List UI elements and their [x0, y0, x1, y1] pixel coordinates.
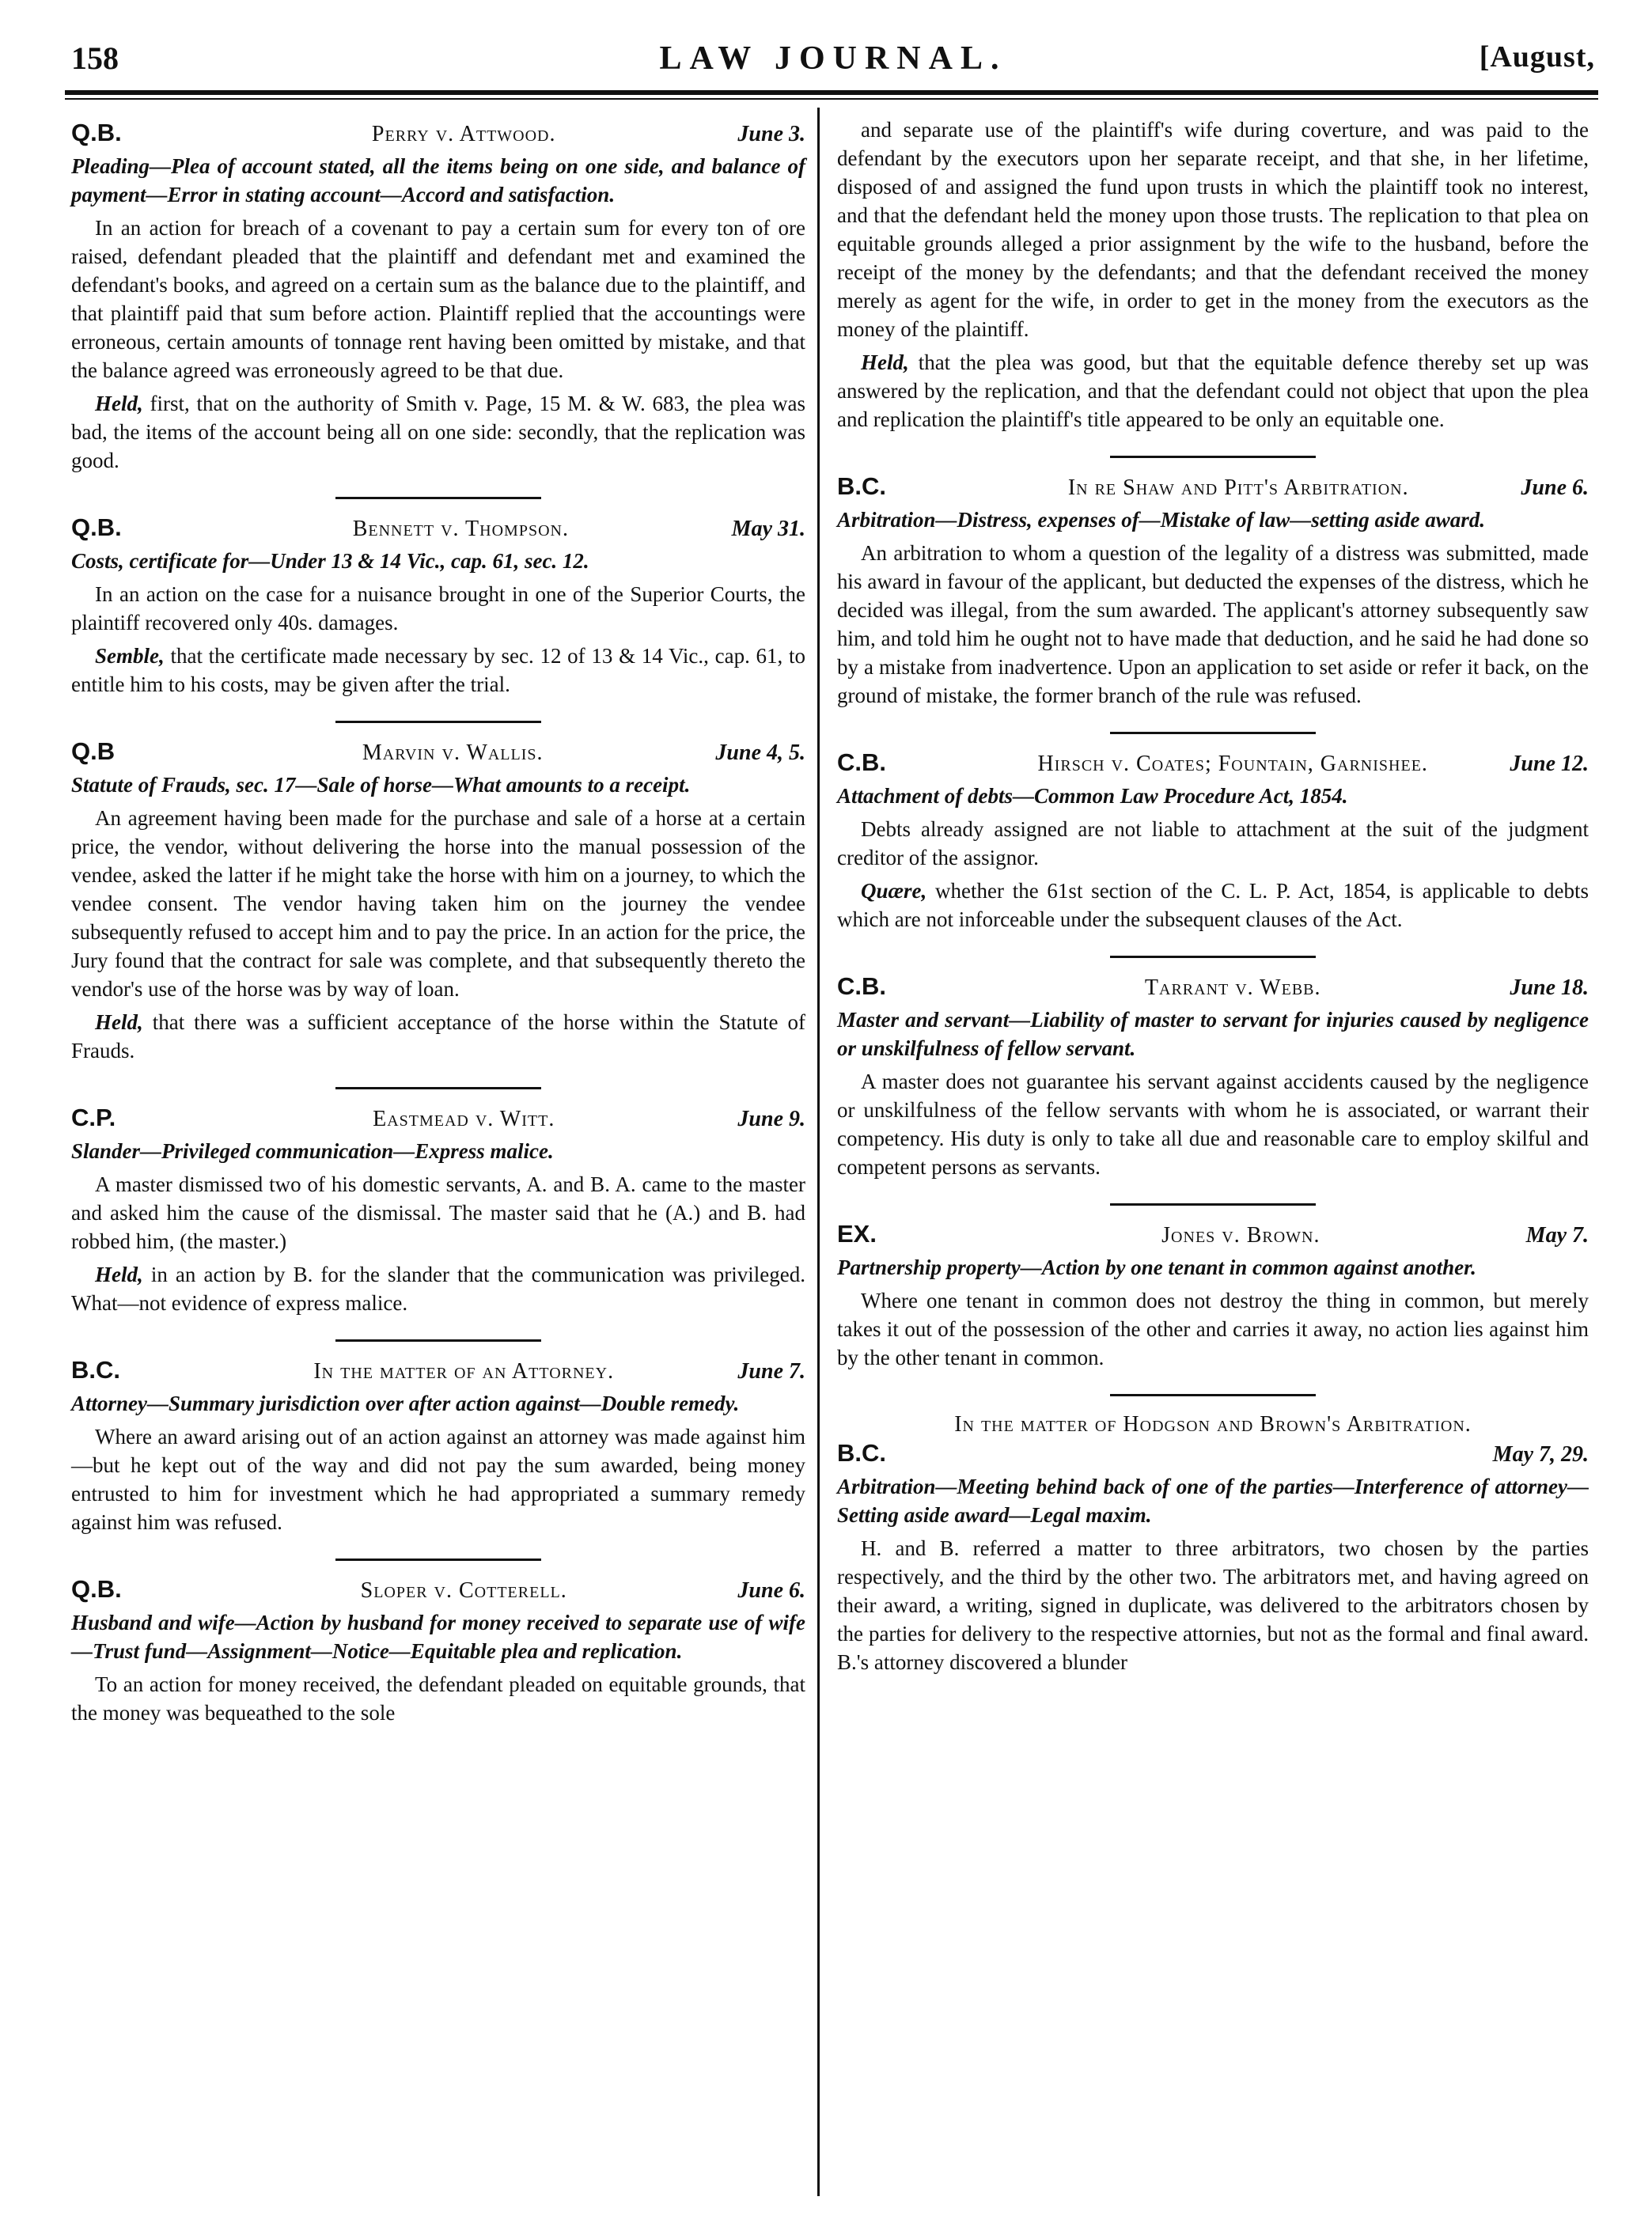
paragraph-text: Debts already assigned are not liable to attachment at the suit of the judgment creditor of the assignor.: [837, 817, 1589, 869]
case-heading: [837, 972, 1589, 1002]
case-headnote: Attachment of debts—Common Law Procedure Act, 1854.: [837, 784, 1348, 808]
case-date: June 6.: [737, 1578, 805, 1603]
case-parties: Sloper v. Cotterell.: [360, 1578, 567, 1603]
court-abbreviation: EX.: [837, 1220, 877, 1248]
case-headnote: Costs, certificate for—Under 13 & 14 Vic., cap. 61, sec. 12.: [71, 549, 589, 573]
case-separator: [335, 1559, 541, 1561]
court-abbreviation: C.B.: [837, 748, 886, 776]
case-separator: [1110, 456, 1316, 458]
journal-title: LAW JOURNAL.: [659, 40, 1007, 77]
paragraph-lead: Semble,: [95, 644, 165, 668]
case-paragraph: [837, 1534, 1589, 1676]
paragraph-text: that there was a sufficient acceptance of the horse within the Statute of Frauds.: [71, 1010, 805, 1062]
case-headnote: Slander—Privileged communication—Express malice.: [71, 1139, 554, 1163]
case-heading: [837, 748, 1589, 778]
case-parties: Eastmead v. Witt.: [373, 1107, 555, 1131]
running-month: [August,: [1479, 40, 1595, 74]
case-paragraph: [837, 1286, 1589, 1372]
court-abbreviation: B.C.: [837, 1439, 886, 1467]
case-date: June 3.: [737, 122, 805, 146]
header-rule: [65, 90, 1598, 95]
case-paragraph: [837, 539, 1589, 710]
paragraph-text: A master does not guarantee his servant against accidents caused by the negligence or unskilfulness of the fellow servants with whom he is associated, or warrant their competency. His duty is only to take all due and reasonable care to employ skilful and competent persons as servants.: [837, 1070, 1589, 1179]
page-number: 158: [71, 40, 119, 76]
case-heading: [837, 472, 1589, 502]
case-parties: In re Shaw and Pitt's Arbitration.: [1067, 475, 1409, 500]
case-separator: [335, 497, 541, 499]
case-heading: [71, 737, 805, 767]
case-heading: [71, 1356, 805, 1386]
court-abbreviation: C.P.: [71, 1104, 116, 1131]
paragraph-text: Where an award arising out of an action against an attorney was made against him—but he kept out of the way and did not pay the sum awarded, being money entrusted to him for investment which he had appropriated a summary remedy against him was refused.: [71, 1425, 805, 1534]
case-report: [71, 1104, 805, 1317]
paragraph-text: In an action on the case for a nuisance brought in one of the Superior Courts, the plaintiff recovered only 40s. damages.: [71, 582, 805, 634]
court-abbreviation: Q.B.: [71, 119, 122, 146]
header-rule-thin: [65, 98, 1598, 100]
continued-case-text: [837, 116, 1589, 434]
case-report: [837, 1411, 1589, 1676]
case-separator: [1110, 1203, 1316, 1206]
case-separator: [1110, 956, 1316, 958]
case-report: [71, 513, 805, 699]
case-date: June 4, 5.: [715, 740, 805, 765]
case-separator: [335, 1087, 541, 1089]
case-report: [71, 1575, 805, 1727]
case-parties: Hirsch v. Coates; Fountain, Garnishee.: [1037, 752, 1428, 776]
paragraph-text: Where one tenant in common does not destroy the thing in common, but merely takes it out of the possession of the other and carries it away, no action lies against him by the other tenant in common.: [837, 1289, 1589, 1369]
court-abbreviation: C.B.: [837, 972, 886, 1000]
case-headnote: Attorney—Summary jurisdiction over after action against—Double remedy.: [71, 1392, 740, 1415]
case-paragraph: [71, 1670, 805, 1727]
paragraph-text: and separate use of the plaintiff's wife during coverture, and was paid to the defendant by the executors upon her separate receipt, and that she, in her lifetime, disposed of and assigned the fund upon trusts in which the plaintiff took no interest, and that the defendant held the money upon those trusts. The replication to that plea on equitable grounds alleged a prior assignment by the wife to the husband, before the receipt of the money by the defendants; and that the defendant received the money merely as agent for the wife, in order to get in the money from the executors as the money of the plaintiff.: [837, 118, 1589, 341]
case-report: [71, 737, 805, 1065]
paragraph-text: An arbitration to whom a question of the legality of a distress was submitted, made his award in favour of the applicant, but deducted the expenses of the distress, which he decided was illegal, from the sum awarded. The applicant's attorney subsequently saw him, and told him he ought not to have made that deduction, and he said he had done so by a mistake from inadvertence. Upon an application to set aside or refer it back, on the ground of mistake, the former branch of the rule was refused.: [837, 541, 1589, 707]
paragraph-text: first, that on the authority of Smith v. Page, 15 M. & W. 683, the plea was bad, the items of the account being all on one side: secondly, that the replication was good.: [71, 392, 805, 472]
paragraph-lead: Held,: [95, 392, 143, 415]
case-date: May 7, 29.: [1492, 1442, 1589, 1467]
case-paragraph: [71, 389, 805, 475]
paragraph-lead: Held,: [95, 1010, 143, 1034]
paragraph-text: In an action for breach of a covenant to pay a certain sum for every ton of ore raised, defendant pleaded that the plaintiff and defendant met and examined the defendant's books, and agreed on a certain sum as the balance due to the plaintiff, and that plaintiff paid that sum before action. Plaintiff replied that the accountings were erroneous, certain amounts of tonnage rent having been omitted by mistake, and that the balance agreed was erroneously agreed to be that due.: [71, 216, 805, 382]
case-heading: [71, 513, 805, 543]
case-paragraph: [837, 1067, 1589, 1181]
case-parties: Marvin v. Wallis.: [362, 740, 544, 765]
case-date: June 12.: [1510, 752, 1589, 776]
case-date: June 7.: [737, 1359, 805, 1384]
case-paragraph: [837, 815, 1589, 872]
case-date: May 7.: [1525, 1223, 1589, 1248]
case-parties: Tarrant v. Webb.: [1144, 975, 1321, 1000]
case-paragraph: [71, 1260, 805, 1317]
court-date-row: [837, 1439, 1589, 1469]
case-separator: [335, 1339, 541, 1342]
case-headnote: Partnership property—Action by one tenant in common against another.: [837, 1256, 1476, 1279]
case-parties: In the matter of an Attorney.: [313, 1359, 615, 1384]
case-heading: [71, 1575, 805, 1605]
paragraph-lead: Held,: [95, 1263, 143, 1286]
case-report: [837, 748, 1589, 934]
case-paragraph: [71, 214, 805, 384]
paragraph-text: that the certificate made necessary by sec. 12 of 13 & 14 Vic., cap. 61, to entitle him to his costs, may be given after the trial.: [71, 644, 805, 696]
case-paragraph: [71, 804, 805, 1003]
paragraph-text: H. and B. referred a matter to three arbitrators, two chosen by the parties respectively, and the third by the other two. The arbitrators met, and having agreed on their award, a writing, signed in duplicate, was delivered to the arbitrators chosen by the parties for delivery to the respective attornies, but not as the formal and final award. B.'s attorney discovered a blunder: [837, 1536, 1589, 1674]
case-report: [837, 472, 1589, 710]
paragraph-text: that the plea was good, but that the equitable defence thereby set up was answered by the replication, and that the defendant could not object that upon the plea and replication the plaintiff's title appeared to be only an equitable one.: [837, 350, 1589, 431]
case-report: [837, 1220, 1589, 1372]
case-parties: Jones v. Brown.: [1161, 1223, 1320, 1248]
case-date: June 9.: [737, 1107, 805, 1131]
case-parties: Perry v. Attwood.: [371, 122, 556, 146]
case-parties: Bennett v. Thompson.: [352, 517, 569, 541]
court-abbreviation: Q.B: [71, 737, 116, 765]
case-parties: In the matter of Hodgson and Brown's Arbitration.: [954, 1412, 1472, 1437]
column-divider: [817, 108, 820, 2196]
case-heading: [71, 119, 805, 149]
case-paragraph: [71, 642, 805, 699]
case-paragraph: [837, 348, 1589, 434]
case-paragraph: [71, 1422, 805, 1536]
case-paragraph: [71, 1170, 805, 1256]
case-heading: [837, 1220, 1589, 1250]
court-abbreviation: B.C.: [71, 1356, 120, 1384]
case-report: [837, 972, 1589, 1181]
case-paragraph: [71, 1008, 805, 1065]
paragraph-text: An agreement having been made for the purchase and sale of a horse at a certain price, the vendor, without delivering the horse into the manual possession of the vendee, asked the latter if he might take the horse with him on a journey, to which the vendee consent. The vendor having taken him on the journey the vendee subsequently refused to accept him and to pay the price. In an action for the price, the Jury found that the contract for sale was complete, and that subsequently thereto the vendor's use of the horse was by way of loan.: [71, 806, 805, 1001]
case-headnote: Statute of Frauds, sec. 17—Sale of horse—What amounts to a receipt.: [71, 773, 691, 797]
right-column: [837, 111, 1589, 1676]
case-separator: [335, 721, 541, 723]
case-report: [71, 119, 805, 475]
case-headnote: Master and servant—Liability of master to servant for injuries caused by negligence or unskilfulness of fellow servant.: [837, 1008, 1589, 1060]
case-paragraph: [837, 116, 1589, 343]
case-heading: [837, 1411, 1589, 1469]
case-headnote: Husband and wife—Action by husband for money received to separate use of wife—Trust fund—Assignment—Notice—Equitable plea and replication.: [71, 1611, 805, 1663]
case-date: June 6.: [1521, 475, 1589, 500]
case-headnote: Arbitration—Meeting behind back of one of the parties—Interference of attorney—Setting aside award—Legal maxim.: [837, 1475, 1589, 1527]
case-headnote: Arbitration—Distress, expenses of—Mistake of law—setting aside award.: [837, 508, 1486, 532]
case-date: June 18.: [1510, 975, 1589, 1000]
case-heading: [71, 1104, 805, 1134]
case-separator: [1110, 1394, 1316, 1396]
left-column: [71, 111, 805, 1727]
case-headnote: Pleading—Plea of account stated, all the items being on one side, and balance of payment—Error in stating account—Accord and satisfaction.: [71, 154, 805, 206]
case-report: [71, 1356, 805, 1536]
case-paragraph: [71, 580, 805, 637]
page-header: [71, 40, 1595, 95]
paragraph-text: in an action by B. for the slander that the communication was privileged. What—not evidence of express malice.: [71, 1263, 805, 1315]
case-date: May 31.: [731, 517, 805, 541]
paragraph-text: To an action for money received, the defendant pleaded on equitable grounds, that the money was bequeathed to the sole: [71, 1672, 805, 1725]
court-abbreviation: Q.B.: [71, 1575, 122, 1603]
court-abbreviation: Q.B.: [71, 513, 122, 541]
paragraph-text: whether the 61st section of the C. L. P. Act, 1854, is applicable to debts which are not inforceable under the subsequent clauses of the Act.: [837, 879, 1589, 931]
court-abbreviation: B.C.: [837, 472, 886, 500]
case-paragraph: [837, 877, 1589, 934]
paragraph-text: A master dismissed two of his domestic servants, A. and B. A. came to the master and asked him the cause of the dismissal. The master said that he (A.) and B. had robbed him, (the master.): [71, 1172, 805, 1253]
paragraph-lead: Quære,: [861, 879, 927, 903]
case-separator: [1110, 732, 1316, 734]
paragraph-lead: Held,: [861, 350, 909, 374]
